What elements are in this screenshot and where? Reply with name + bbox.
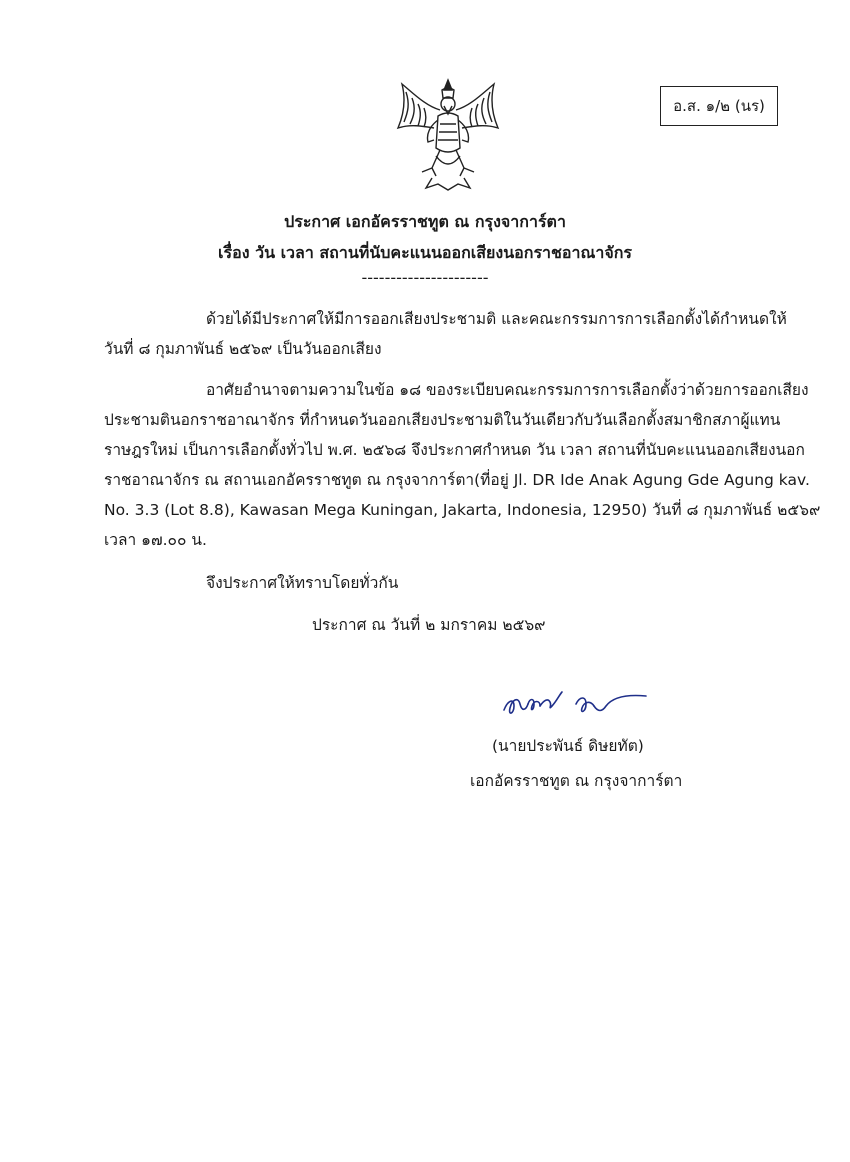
- para1-line2: วันที่ ๘ กุมภาพันธ์ ๒๕๖๙ เป็นวันออกเสียง: [104, 340, 382, 358]
- announcement-date: ประกาศ ณ วันที่ ๒ มกราคม ๒๕๖๙: [312, 616, 546, 634]
- handwritten-signature-icon: [500, 682, 650, 726]
- form-code-box: [660, 86, 778, 126]
- para2-line4: ราชอาณาจักร ณ สถานเอกอัครราชทูต ณ กรุงจาการ์ตา(ที่อยู่ Jl. DR Ide Anak Agung Gde Agung kav.: [104, 471, 810, 489]
- garuda-emblem-icon: [392, 76, 504, 192]
- closing-statement: จึงประกาศให้ทราบโดยทั่วกัน: [206, 574, 399, 592]
- form-code-label: อ.ส. ๑/๒ (นร): [673, 97, 765, 115]
- para1-line1: ด้วยได้มีประกาศให้มีการออกเสียงประชามติ และคณะกรรมการการเลือกตั้งได้กำหนดให้: [206, 310, 787, 328]
- announcement-title: ประกาศ เอกอัครราชทูต ณ กรุงจาการ์ตา: [284, 212, 566, 231]
- para2-line3: ราษฎรใหม่ เป็นการเลือกตั้งทั่วไป พ.ศ. ๒๕๖๘ จึงประกาศกำหนด วัน เวลา สถานที่นับคะแนนออกเสียงนอก: [104, 441, 805, 459]
- announcement-subject: เรื่อง วัน เวลา สถานที่นับคะแนนออกเสียงนอกราชอาณาจักร: [218, 243, 632, 262]
- para2-line1: อาศัยอำนาจตามความในข้อ ๑๘ ของระเบียบคณะกรรมการการเลือกตั้งว่าด้วยการออกเสียง: [206, 381, 809, 399]
- para2-line5: No. 3.3 (Lot 8.8), Kawasan Mega Kuningan, Jakarta, Indonesia, 12950) วันที่ ๘ กุมภาพันธ์ ๒๕๖๙: [104, 501, 821, 519]
- para2-line2: ประชามตินอกราชอาณาจักร ที่กำหนดวันออกเสียงประชามติในวันเดียวกับวันเลือกตั้งสมาชิกสภาผู้แทน: [104, 411, 781, 429]
- signatory-position: เอกอัครราชทูต ณ กรุงจาการ์ตา: [470, 772, 683, 790]
- title-separator: ----------------------: [361, 268, 489, 287]
- signatory-name: (นายประพันธ์ ดิษยทัต): [492, 737, 644, 755]
- para2-line6: เวลา ๑๗.๐๐ น.: [104, 531, 207, 549]
